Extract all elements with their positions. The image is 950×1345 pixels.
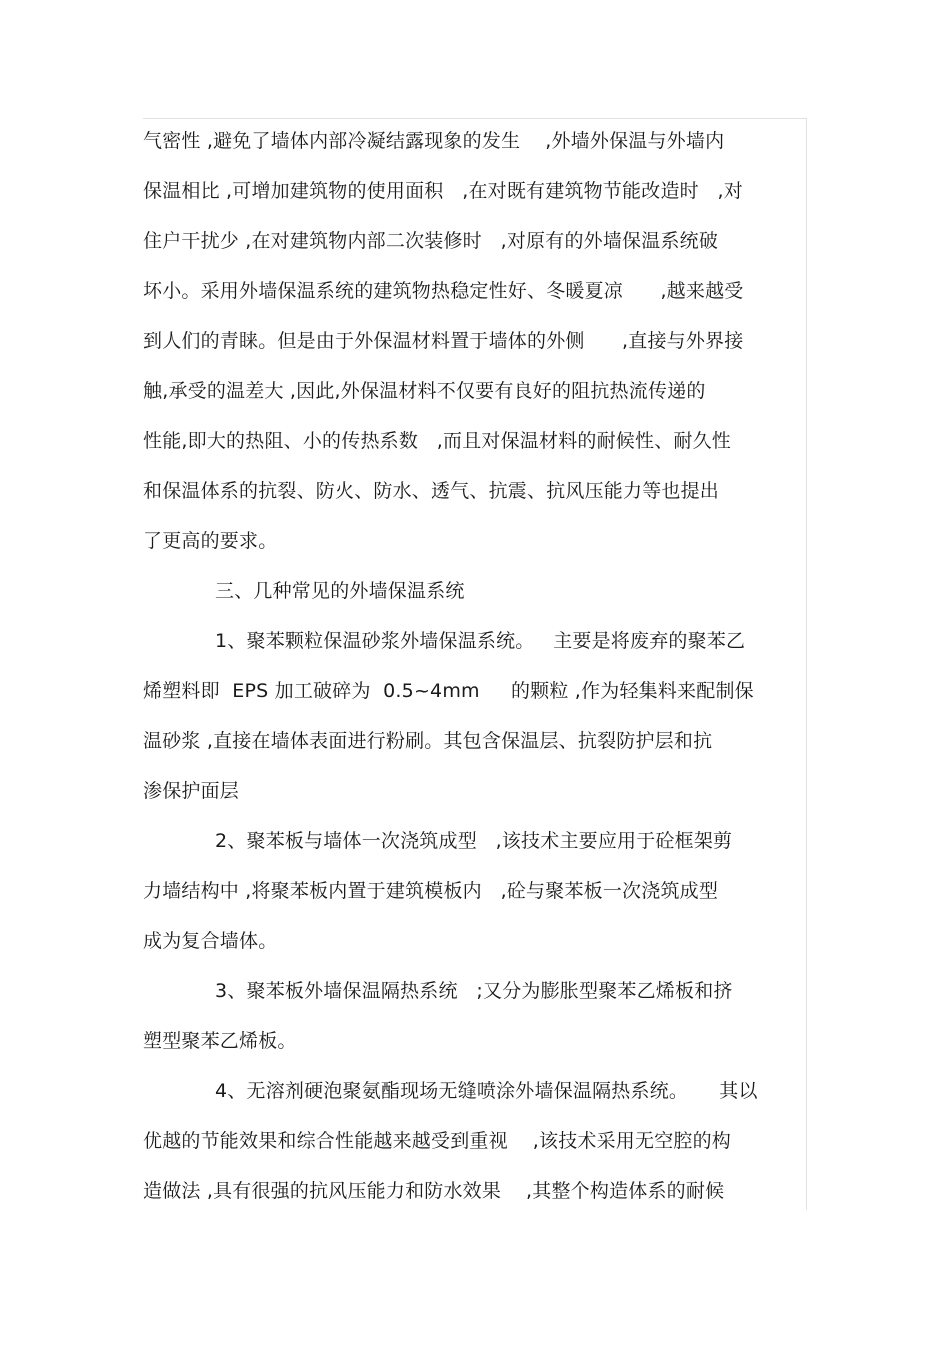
- paragraph-line: 造做法 ,具有很强的抗风压能力和防水效果 ,其整个构造体系的耐候: [143, 1180, 725, 1202]
- paragraph-line: 和保温体系的抗裂、防火、防水、透气、抗震、抗风压能力等也提出: [143, 480, 720, 502]
- paragraph-line: 渗保护面层: [143, 780, 240, 802]
- paragraph-line: 到人们的青睐。但是由于外保温材料置于墙体的外侧 ,直接与外界接: [143, 330, 744, 352]
- paragraph-line-indented: 3、聚苯板外墙保温隔热系统 ;又分为膨胀型聚苯乙烯板和挤: [215, 980, 733, 1002]
- paragraph-line: 住户干扰少 ,在对建筑物内部二次装修时 ,对原有的外墙保温系统破: [143, 230, 719, 252]
- paragraph-line: 成为复合墙体。: [143, 930, 278, 952]
- paragraph-line: 气密性 ,避免了墙体内部冷凝结露现象的发生 ,外墙外保温与外墙内: [143, 130, 725, 152]
- paragraph-line-indented: 1、聚苯颗粒保温砂浆外墙保温系统。 主要是将废弃的聚苯乙: [215, 630, 746, 652]
- paragraph-line-indented: 4、无溶剂硬泡聚氨酯现场无缝喷涂外墙保温隔热系统。 其以: [215, 1080, 758, 1102]
- paragraph-line: 力墙结构中 ,将聚苯板内置于建筑模板内 ,砼与聚苯板一次浇筑成型: [143, 880, 719, 902]
- paragraph-line-indented: 三、几种常见的外墙保温系统: [215, 580, 465, 602]
- paragraph-line: 烯塑料即 EPS 加工破碎为 0.5~4mm 的颗粒 ,作为轻集料来配制保: [143, 680, 754, 702]
- paragraph-line: 触,承受的温差大 ,因此,外保温材料不仅要有良好的阻抗热流传递的: [143, 380, 706, 402]
- paragraph-line: 优越的节能效果和综合性能越来越受到重视 ,该技术采用无空腔的构: [143, 1130, 731, 1152]
- document-body: [143, 125, 813, 1225]
- paragraph-line: 了更高的要求。: [143, 530, 278, 552]
- paragraph-line: 坏小。采用外墙保温系统的建筑物热稳定性好、冬暖夏凉 ,越来越受: [143, 280, 744, 302]
- paragraph-line: 塑型聚苯乙烯板。: [143, 1030, 297, 1052]
- paragraph-line: 保温相比 ,可增加建筑物的使用面积 ,在对既有建筑物节能改造时 ,对: [143, 180, 743, 202]
- paragraph-line: 性能,即大的热阻、小的传热系数 ,而且对保温材料的耐候性、耐久性: [143, 430, 731, 452]
- paragraph-line-indented: 2、聚苯板与墙体一次浇筑成型 ,该技术主要应用于砼框架剪: [215, 830, 733, 852]
- paragraph-line: 温砂浆 ,直接在墙体表面进行粉刷。其包含保温层、抗裂防护层和抗: [143, 730, 713, 752]
